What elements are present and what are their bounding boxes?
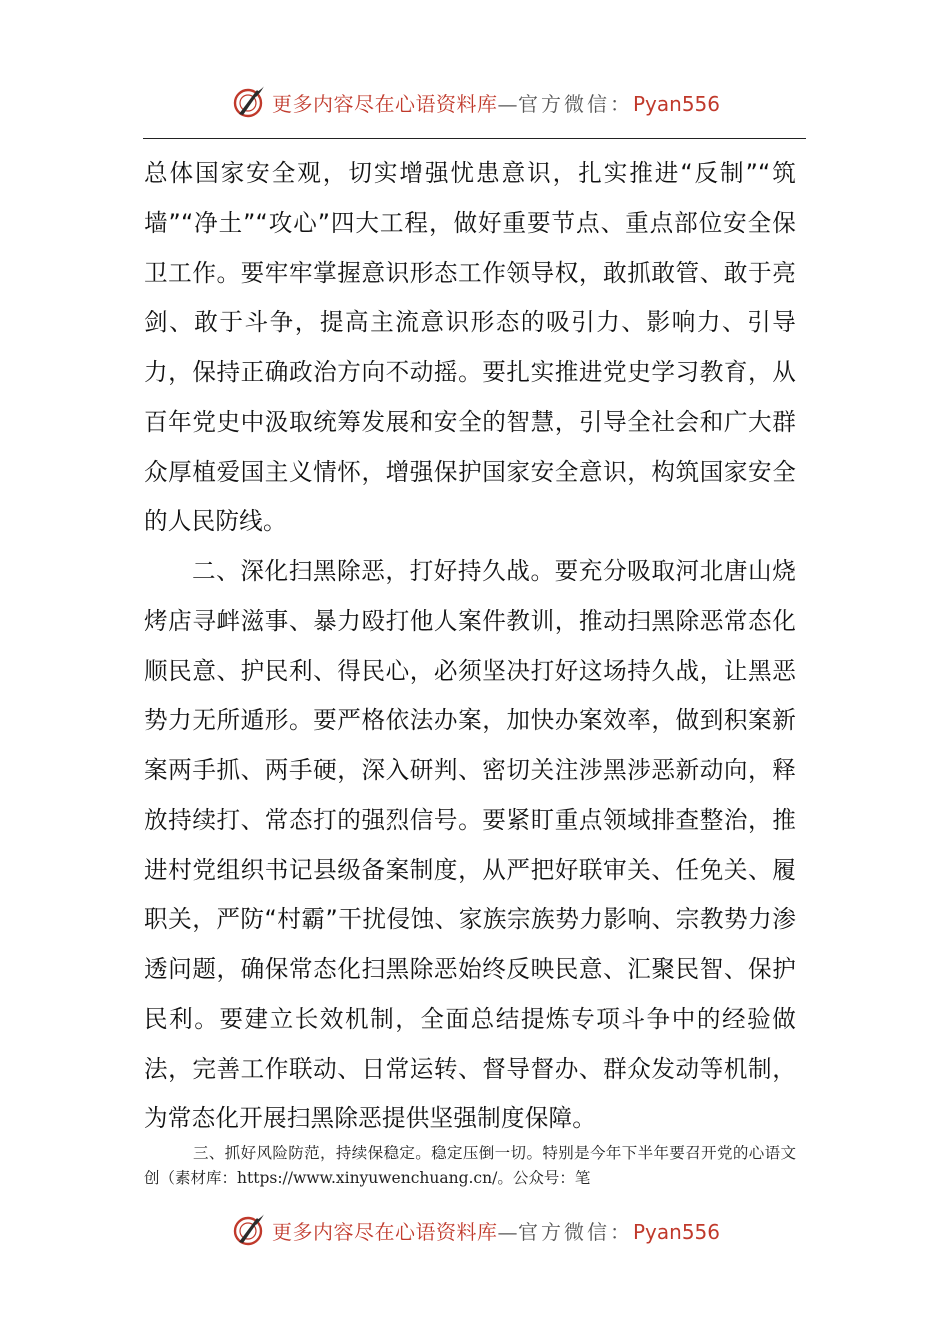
- quill-seal-logo-icon: [230, 1212, 266, 1248]
- header-separator: —: [497, 91, 518, 116]
- footer-brand: 更多内容尽在心语资料库: [271, 1219, 498, 1244]
- paragraph-section-three: 三、抓好风险防范，持续保稳定。稳定压倒一切。特别是今年下半年要召开党的心语文创（素材库：https://www.xinyuwenchuang.cn/。公众号：笔: [144, 1144, 796, 1187]
- footer-contact-label: 官方微信：: [517, 1219, 633, 1244]
- document-body: [144, 149, 796, 1144]
- quill-seal-logo-icon: [230, 84, 266, 120]
- paragraph-section-two: 二、深化扫黑除恶，打好持久战。要充分吸取河北唐山烧烤店寻衅滋事、暴力殴打他人案件教训，推动扫黑除恶常态化顺民意、护民利、得民心，必须坚决打好这场持久战，让黑恶势力无所遁形。要严格依法办案，加快办案效率，做到积案新案两手抓、两手硬，深入研判、密切关注涉黑涉恶新动向，释放持续打、常态打的强烈信号。要紧盯重点领域排查整治，推进村党组织书记县级备案制度，从严把好联审关、任免关、履职关，严防“村霸”干扰侵蚀、家族宗族势力影响、宗教势力渗透问题，确保常态化扫黑除恶始终反映民意、汇聚民智、保护民利。要建立长效机制，全面总结提炼专项斗争中的经验做法，完善工作联动、日常运转、督导督办、群众发动等机制，为常态化开展扫黑除恶提供坚强制度保障。: [144, 557, 796, 1133]
- footer-contact-id: Pyan556: [632, 1219, 720, 1244]
- footer-separator: —: [497, 1219, 518, 1244]
- paragraph-continuation: 总体国家安全观，切实增强忧患意识，扎实推进“反制”“筑墙”“净土”“攻心”四大工程，做好重要节点、重点部位安全保卫工作。要牢牢掌握意识形态工作领导权，敢抓敢管、敢于亮剑、敢于斗争，提高主流意识形态的吸引力、影响力、引导力，保持正确政治方向不动摇。要扎实推进党史学习教育，从百年党史中汲取统筹发展和安全的智慧，引导全社会和广大群众厚植爱国主义情怀，增强保护国家安全意识，构筑国家安全的人民防线。: [144, 159, 796, 536]
- header-text: [272, 88, 720, 117]
- footer-banner: [0, 1208, 950, 1252]
- header-brand: 更多内容尽在心语资料库: [271, 91, 498, 116]
- footer-text: [272, 1216, 720, 1245]
- header-divider: [143, 138, 806, 139]
- header-banner: [0, 80, 950, 124]
- header-contact-label: 官方微信：: [517, 91, 633, 116]
- header-contact-id: Pyan556: [632, 91, 720, 116]
- document-footnote-area: [144, 1141, 796, 1191]
